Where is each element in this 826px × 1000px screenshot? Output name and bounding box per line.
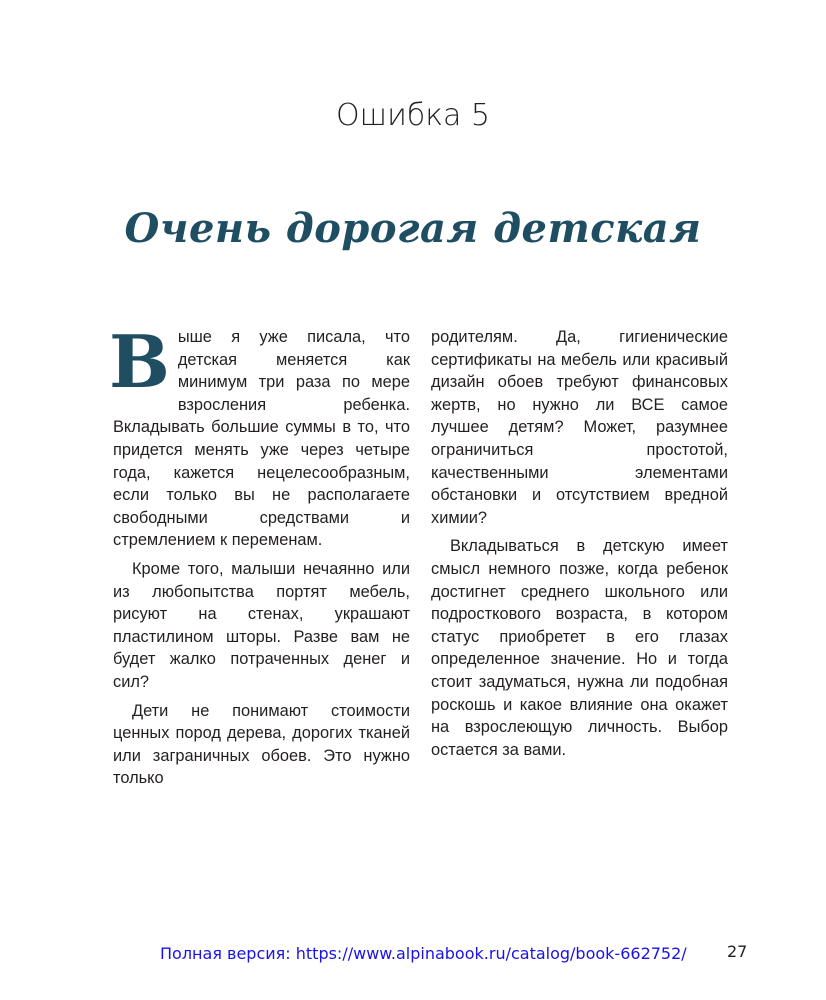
paragraph: Дети не понимают стоимости ценных пород дерева, дорогих тканей или заграничных обоев. Это нужно только bbox=[113, 701, 410, 788]
paragraph: Кроме того, малыши нечаянно или из любопытства портят мебель, рисуют на стенах, украшают пластилином шторы. Разве вам не будет жалко потраченных денег и сил? bbox=[113, 559, 410, 691]
paragraph: Вкладываться в детскую имеет смысл немного позже, когда ребенок достигнет среднего школьного или подросткового возраста, в котором статус приобретет в его глазах определенное значение. Но и тогда стоит задуматься, нужна ли подобная роскошь и какое влияние она окажет на взрослеющую личность. Выбор остается за вами. bbox=[431, 537, 728, 759]
right-column bbox=[431, 326, 728, 767]
full-version-link[interactable]: Полная версия: https://www.alpinabook.ru/catalog/book-662752/ bbox=[160, 944, 687, 963]
paragraph: родителям. Да, гигиенические сертификаты на мебель или красивый дизайн обоев требуют финансовых жертв, но нужно ли ВСЕ самое лучшее детям? Может, разумнее ограничиться простотой, качественными элементами обстановки и отсутствием вредной химии? bbox=[431, 328, 728, 527]
paragraph-text: ыше я уже писала, что детская меняется как минимум три раза по мере взросления ребенка. Вкладывать большие суммы в то, что придется менять уже через четыре года, кажется нецелесообразным, если только вы не располагаете свободными средствами и стремлением к переменам. bbox=[113, 328, 410, 550]
chapter-title: Очень дорогая детская bbox=[124, 205, 702, 252]
left-column bbox=[109, 319, 410, 796]
dropcap: В bbox=[109, 319, 170, 404]
paragraph bbox=[109, 319, 410, 552]
page-number: 27 bbox=[727, 942, 748, 961]
chapter-label: Ошибка 5 bbox=[335, 98, 491, 133]
